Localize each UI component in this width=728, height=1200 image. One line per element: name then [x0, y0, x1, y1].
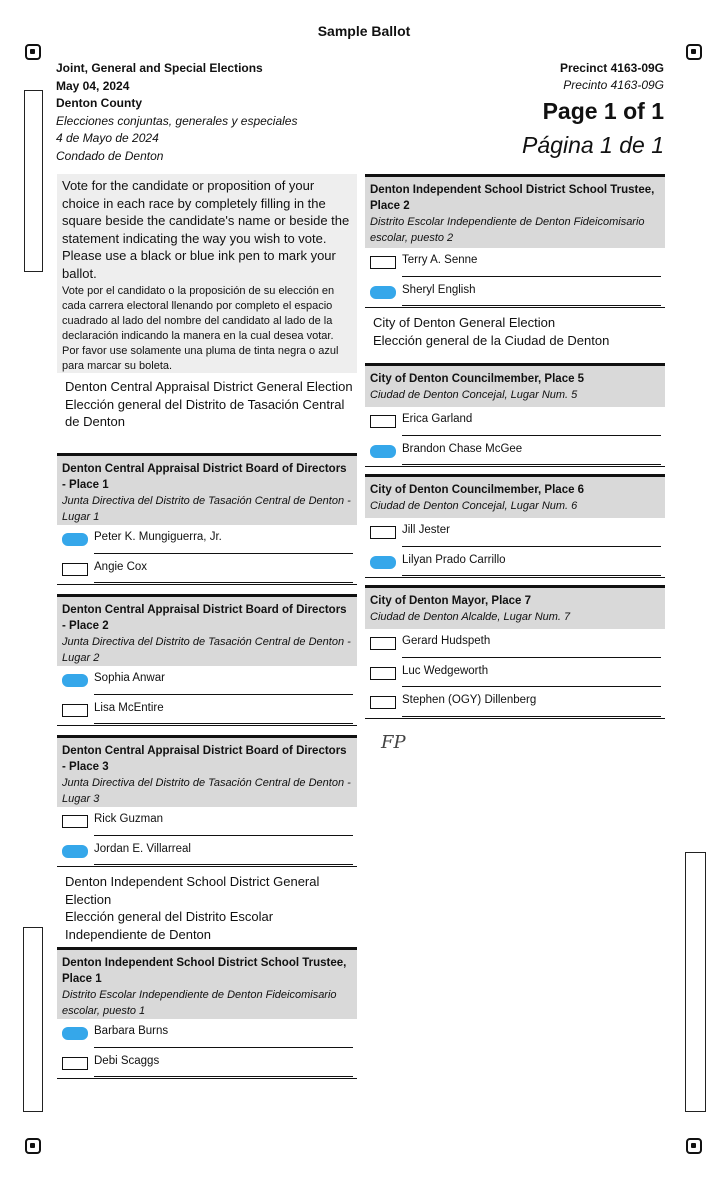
candidate-option[interactable]: Stephen (OGY) Dillenberg — [365, 688, 665, 718]
candidate-option[interactable]: Brandon Chase McGee — [365, 437, 665, 467]
election-date-es: 4 de Mayo de 2024 — [56, 131, 159, 145]
election-date: May 04, 2024 — [56, 78, 130, 93]
page-number: Page 1 of 1 — [542, 98, 664, 124]
registration-mark-top-right — [686, 44, 702, 60]
timing-mark-top-left — [24, 90, 43, 272]
voting-instructions — [57, 174, 357, 373]
candidate-option[interactable]: Lilyan Prado Carrillo — [365, 548, 665, 578]
vote-oval-marked[interactable] — [62, 845, 88, 858]
vote-oval-marked[interactable] — [370, 445, 396, 458]
candidate-option[interactable]: Peter K. Mungiguerra, Jr. — [57, 525, 357, 555]
race-header: City of Denton Councilmember, Place 5 Ciudad de Denton Concejal, Lugar Num. 5 — [365, 366, 665, 407]
handwritten-initials: FP — [381, 732, 406, 753]
race-header: Denton Independent School District School Trustee, Place 2 Distrito Escolar Independiente de Denton Fideicomisario escolar, puesto 2 — [365, 177, 665, 248]
candidate-option[interactable]: Lisa McEntire — [57, 696, 357, 726]
race-appraisal-place-2 — [57, 594, 357, 726]
precinct: Precinct 4163-09G — [559, 61, 664, 75]
vote-oval[interactable] — [62, 815, 88, 828]
county-name-es: Condado de Denton — [56, 148, 164, 163]
candidate-option[interactable]: Barbara Burns — [57, 1019, 357, 1049]
race-appraisal-place-3 — [57, 735, 357, 867]
vote-oval-marked[interactable] — [370, 556, 396, 569]
timing-mark-bottom-right — [685, 852, 706, 1112]
instructions-es: Vote por el candidato o la proposición de su elección en cada carrera electoral llenando por completo el espacio cuadrado al lado del nombre del candidato al lado de la declaración indicando la manera en la cual desea votar. Por favor use solamente una pluma de tinta negra o azul para marcar su boleta. — [62, 285, 339, 372]
race-header: City of Denton Mayor, Place 7 Ciudad de Denton Alcalde, Lugar Num. 7 — [365, 588, 665, 629]
race-council-place-5 — [365, 363, 665, 467]
race-isd-trustee-place-1 — [57, 947, 357, 1079]
vote-oval-marked[interactable] — [62, 674, 88, 687]
race-header: Denton Central Appraisal District Board of Directors - Place 1 Junta Directiva del Distrito de Tasación Central de Denton - Lugar 1 — [57, 456, 357, 525]
left-column — [57, 174, 357, 1079]
precinct-header — [404, 60, 664, 162]
timing-mark-bottom-left — [23, 927, 43, 1112]
section-heading-isd: Denton Independent School District General Election Elección general del Distrito Escolar Independiente de Denton — [65, 874, 320, 942]
precinct-es: Precinto 4163-09G — [563, 78, 664, 92]
race-header: Denton Independent School District School Trustee, Place 1 Distrito Escolar Independiente de Denton Fideicomisario escolar, puesto 1 — [57, 950, 357, 1019]
right-column — [365, 174, 665, 719]
registration-mark-bottom-right — [686, 1138, 702, 1154]
candidate-option[interactable]: Debi Scaggs — [57, 1049, 357, 1079]
vote-oval-marked[interactable] — [62, 533, 88, 546]
county-name: Denton County — [56, 96, 142, 110]
registration-mark-top-left — [25, 44, 41, 60]
vote-oval[interactable] — [370, 667, 396, 680]
race-council-place-6 — [365, 474, 665, 578]
instructions-en: Vote for the candidate or proposition of your choice in each race by completely filling in the square beside the candidate's name or beside the statement indicating the way you wish to vote. Please use a black or blue ink pen to mark your ballot. — [62, 178, 350, 281]
vote-oval-marked[interactable] — [370, 286, 396, 299]
ballot-title: Sample Ballot — [317, 23, 411, 39]
vote-oval-marked[interactable] — [62, 1027, 88, 1040]
registration-mark-bottom-left — [25, 1138, 41, 1154]
candidate-option[interactable]: Rick Guzman — [57, 807, 357, 837]
election-name-es: Elecciones conjuntas, generales y especiales — [56, 113, 298, 128]
candidate-option[interactable]: Jordan E. Villarreal — [57, 837, 357, 867]
race-header: Denton Central Appraisal District Board of Directors - Place 2 Junta Directiva del Distrito de Tasación Central de Denton - Lugar 2 — [57, 597, 357, 666]
candidate-option[interactable]: Sophia Anwar — [57, 666, 357, 696]
vote-oval[interactable] — [370, 696, 396, 709]
candidate-option[interactable]: Luc Wedgeworth — [365, 659, 665, 689]
vote-oval[interactable] — [62, 563, 88, 576]
race-header: City of Denton Councilmember, Place 6 Ciudad de Denton Concejal, Lugar Num. 6 — [365, 477, 665, 518]
vote-oval[interactable] — [370, 637, 396, 650]
vote-oval[interactable] — [62, 1057, 88, 1070]
candidate-option[interactable]: Angie Cox — [57, 555, 357, 585]
ballot-header — [56, 60, 356, 165]
candidate-option[interactable]: Gerard Hudspeth — [365, 629, 665, 659]
section-heading-appraisal: Denton Central Appraisal District General Election Elección general del Distrito de Tasación Central de Denton — [65, 379, 353, 429]
candidate-option[interactable]: Terry A. Senne — [365, 248, 665, 278]
candidate-option[interactable]: Sheryl English — [365, 278, 665, 308]
vote-oval[interactable] — [370, 526, 396, 539]
vote-oval[interactable] — [370, 256, 396, 269]
section-heading-city: City of Denton General Election Elección general de la Ciudad de Denton — [373, 315, 610, 348]
race-mayor-place-7 — [365, 585, 665, 719]
page-number-es: Página 1 de 1 — [522, 132, 664, 158]
vote-oval[interactable] — [62, 704, 88, 717]
race-appraisal-place-1 — [57, 453, 357, 585]
race-isd-trustee-place-2 — [365, 174, 665, 308]
candidate-option[interactable]: Jill Jester — [365, 518, 665, 548]
election-name: Joint, General and Special Elections — [56, 61, 263, 75]
candidate-option[interactable]: Erica Garland — [365, 407, 665, 437]
race-header: Denton Central Appraisal District Board of Directors - Place 3 Junta Directiva del Distrito de Tasación Central de Denton - Lugar 3 — [57, 738, 357, 807]
vote-oval[interactable] — [370, 415, 396, 428]
